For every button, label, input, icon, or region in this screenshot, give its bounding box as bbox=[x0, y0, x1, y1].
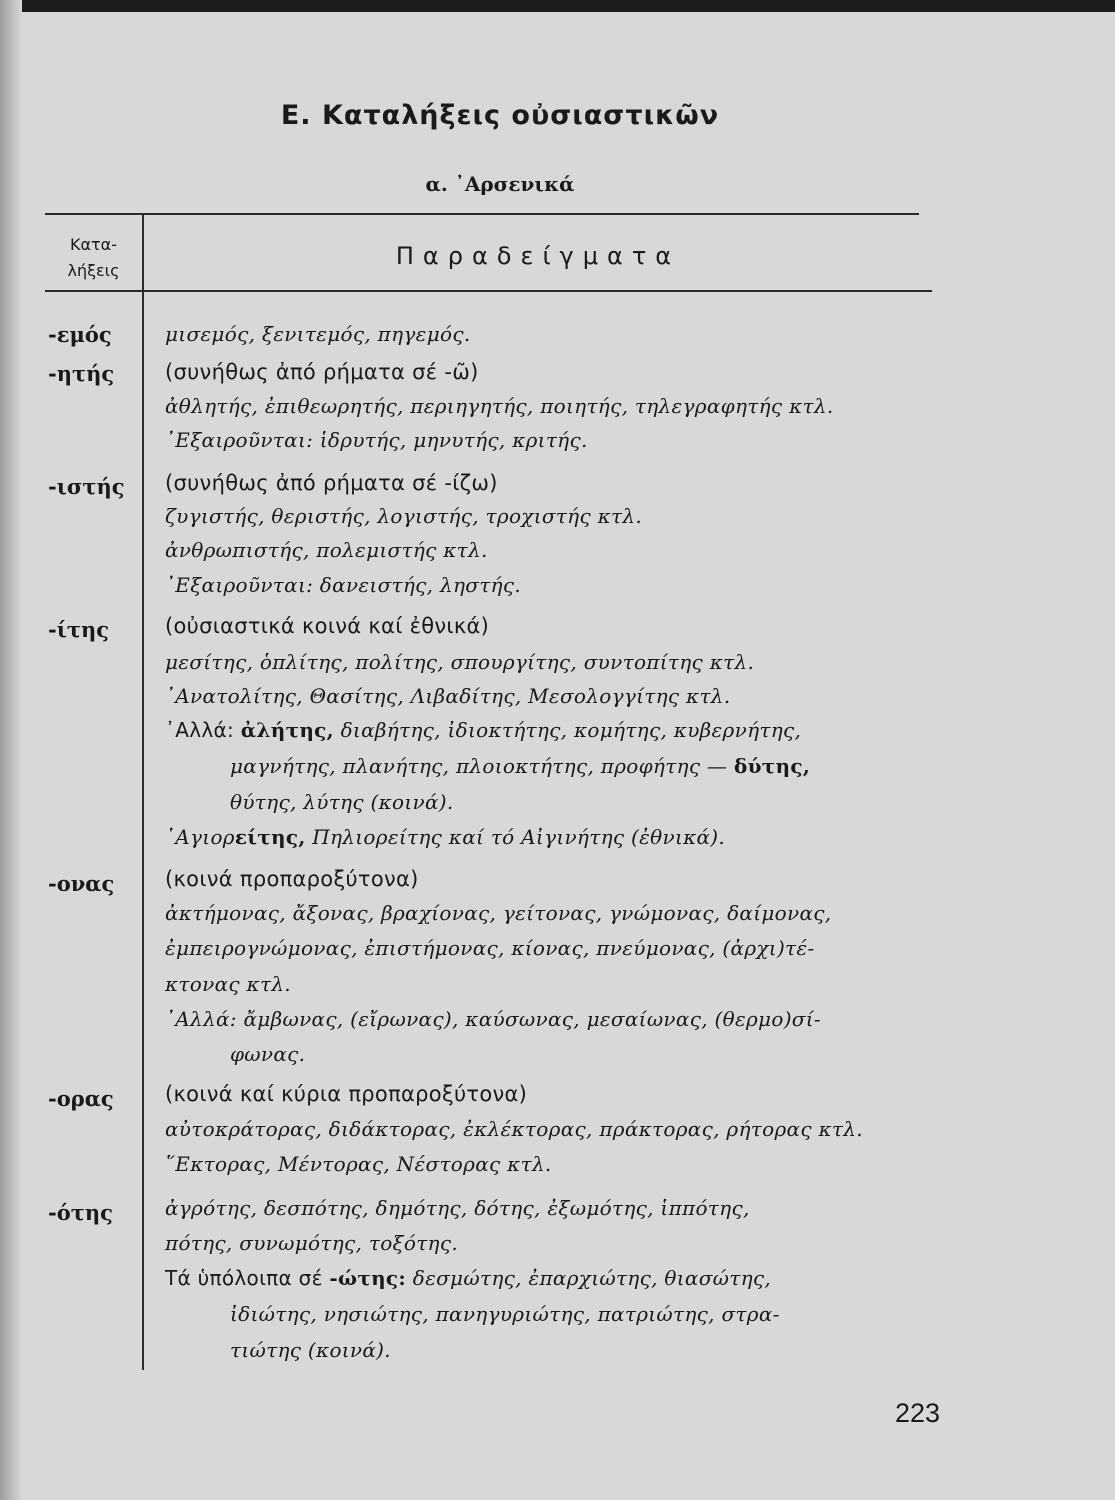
page-number: 223 bbox=[895, 1398, 941, 1428]
example-line: ἰδιώτης, νησιώτης, πανηγυριώτης, πατριώτης, στρα- bbox=[230, 1302, 780, 1326]
ending-label: -ίτης bbox=[48, 617, 110, 642]
example-line: μαγνήτης, πλανήτης, πλοιοκτήτης, προφήτης — δύτης, bbox=[230, 754, 811, 778]
table-column-divider bbox=[142, 214, 144, 1370]
example-line: Τά ὑπόλοιπα σέ -ώτης: δεσμώτης, ἐπαρχιώτης, θιασώτης, bbox=[165, 1266, 772, 1290]
ending-label: -ορας bbox=[48, 1086, 114, 1111]
ending-label: -ιστής bbox=[48, 474, 125, 499]
section-subtitle: α. ᾿Αρσενικά bbox=[425, 172, 575, 196]
ending-label: -ότης bbox=[48, 1200, 113, 1225]
example-line: ᾿Αλλά: ἄμβωνας, (εἴρωνας), καύσωνας, μεσαίωνας, (θερμο)σί- bbox=[165, 1007, 821, 1031]
example-line: ᾿Αλλά: ἀλήτης, διαβήτης, ἰδιοκτήτης, κομήτης, κυβερνήτης, bbox=[165, 718, 802, 742]
example-line: ἐμπειρογνώμονας, ἐπιστήμονας, κίονας, πνεύμονας, (ἀρχι)τέ- bbox=[165, 936, 815, 960]
example-line: μισεμός, ξενιτεμός, πηγεμός. bbox=[165, 322, 471, 346]
example-line: κτονας κτλ. bbox=[165, 972, 291, 996]
column-header-endings: Κατα- λήξεις bbox=[67, 235, 120, 280]
example-line: (κοινά καί κύρια προπαροξύτονα) bbox=[165, 1082, 528, 1106]
example-line: αὐτοκράτορας, διδάκτορας, ἐκλέκτορας, πράκτορας, ρήτορας κτλ. bbox=[165, 1117, 863, 1141]
example-line: πότης, συνωμότης, τοξότης. bbox=[165, 1231, 458, 1255]
example-line: ᾿Εξαιροῦνται: ἱδρυτής, μηνυτής, κριτής. bbox=[165, 428, 588, 452]
example-line: ἀθλητής, ἐπιθεωρητής, περιηγητής, ποιητής, τηλεγραφητής κτλ. bbox=[165, 394, 834, 418]
example-line: θύτης, λύτης (κοινά). bbox=[230, 790, 454, 814]
example-line: (κοινά προπαροξύτονα) bbox=[165, 867, 419, 891]
ending-label: -εμός bbox=[48, 322, 112, 347]
example-line: ῾Αγιορείτης, Πηλιορείτης καί τό Αἰγινήτης (ἐθνικά). bbox=[165, 825, 726, 849]
example-line: ζυγιστής, θεριστής, λογιστής, τροχιστής κτλ. bbox=[165, 504, 643, 528]
example-line: φωνας. bbox=[230, 1042, 306, 1066]
example-line: ἀκτήμονας, ἄξονας, βραχίονας, γείτονας, γνώμονας, δαίμονας, bbox=[165, 901, 832, 925]
table-top-rule bbox=[45, 213, 919, 215]
example-line: ῞Εκτορας, Μέντορας, Νέστορας κτλ. bbox=[165, 1152, 552, 1176]
ending-label: -ονας bbox=[48, 871, 115, 896]
example-line: ᾿Ανατολίτης, Θασίτης, Λιβαδίτης, Μεσολογγίτης κτλ. bbox=[165, 684, 731, 708]
example-line: ἀνθρωπιστής, πολεμιστής κτλ. bbox=[165, 538, 488, 562]
example-line: ἀγρότης, δεσπότης, δημότης, δότης, ἐξωμότης, ἱππότης, bbox=[165, 1196, 750, 1220]
example-line: (συνήθως ἀπό ρήματα σέ -ίζω) bbox=[165, 471, 498, 495]
example-line: (συνήθως ἀπό ρήματα σέ -ῶ) bbox=[165, 360, 479, 384]
example-line: μεσίτης, ὁπλίτης, πολίτης, σπουργίτης, συντοπίτης κτλ. bbox=[165, 650, 755, 674]
example-line: ᾿Εξαιροῦνται: δανειστής, ληστής. bbox=[165, 573, 521, 597]
ending-label: -ητής bbox=[48, 361, 115, 386]
table-header-rule bbox=[45, 290, 932, 292]
section-title: Ε. Καταλήξεις οὐσιαστικῶν bbox=[280, 100, 720, 131]
example-line: (οὐσιαστικά κοινά καί ἐθνικά) bbox=[165, 614, 490, 638]
column-header-examples: Παραδείγματα bbox=[395, 242, 681, 270]
example-line: τιώτης (κοινά). bbox=[230, 1338, 391, 1362]
